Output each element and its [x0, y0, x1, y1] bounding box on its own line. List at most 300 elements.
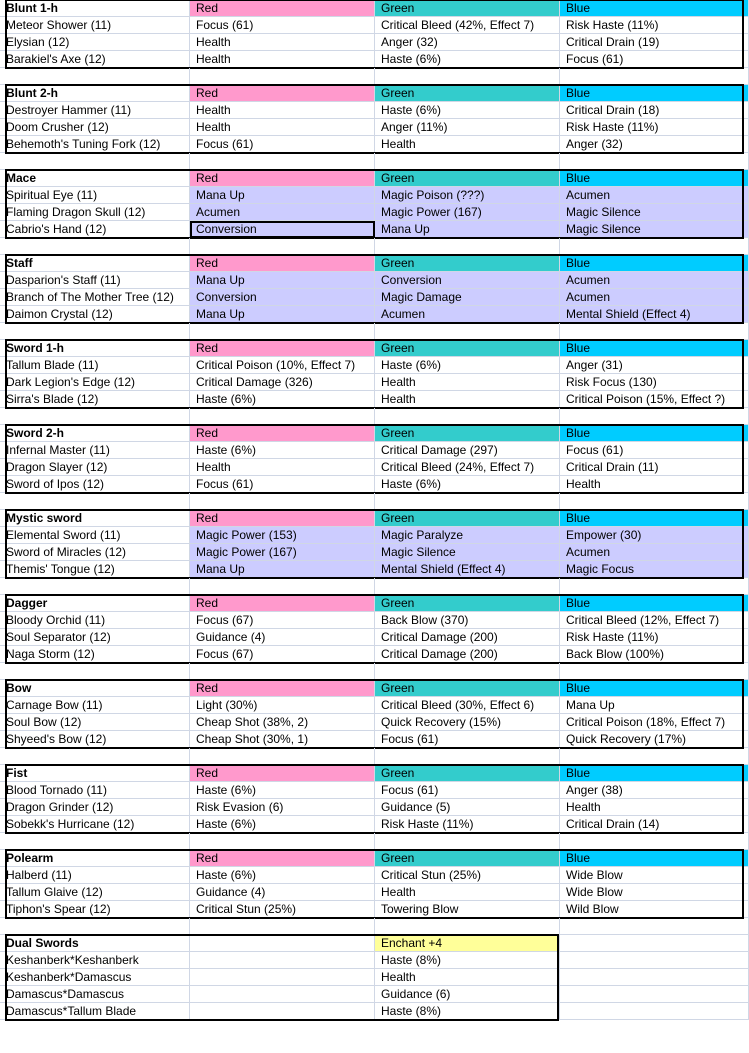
weapon-name-cell[interactable]: Dragon Slayer (12)	[0, 459, 190, 476]
sa-red-cell[interactable]: Focus (67)	[190, 646, 375, 663]
spacer-row	[0, 748, 749, 765]
header-red[interactable]: Red	[190, 765, 375, 782]
table-row	[0, 561, 749, 578]
header-blue[interactable]: Blue	[560, 425, 749, 442]
sa-green-cell[interactable]: Risk Haste (11%)	[375, 816, 560, 833]
sa-blue-cell[interactable]: Acumen	[560, 544, 749, 561]
empty-cell[interactable]	[560, 323, 749, 340]
table-row	[0, 34, 749, 51]
header-green[interactable]: Green	[375, 510, 560, 527]
empty-cell[interactable]	[560, 935, 749, 952]
section-title[interactable]: Polearm	[0, 850, 190, 867]
table-row	[0, 816, 749, 833]
header-blue[interactable]: Blue	[560, 510, 749, 527]
sa-red-cell[interactable]: Health	[190, 34, 375, 51]
header-green[interactable]: Green	[375, 85, 560, 102]
weapon-name-cell[interactable]: Themis' Tongue (12)	[0, 561, 190, 578]
empty-cell[interactable]	[0, 578, 190, 595]
sa-green-cell[interactable]: Magic Damage	[375, 289, 560, 306]
sa-blue-cell[interactable]: Focus (61)	[560, 442, 749, 459]
sa-red-cell[interactable]: Health	[190, 119, 375, 136]
empty-cell[interactable]	[375, 68, 560, 85]
weapon-name-cell[interactable]: Carnage Bow (11)	[0, 697, 190, 714]
table-row	[0, 442, 749, 459]
spacer-row	[0, 833, 749, 850]
header-red[interactable]: Red	[190, 255, 375, 272]
sa-green-cell[interactable]: Magic Paralyze	[375, 527, 560, 544]
empty-cell[interactable]	[0, 323, 190, 340]
weapon-name-cell[interactable]: Spiritual Eye (11)	[0, 187, 190, 204]
sa-red-cell[interactable]: Critical Damage (326)	[190, 374, 375, 391]
empty-cell[interactable]	[190, 493, 375, 510]
sa-red-cell[interactable]: Critical Poison (10%, Effect 7)	[190, 357, 375, 374]
sa-green-cell[interactable]: Critical Damage (297)	[375, 442, 560, 459]
sa-green-cell[interactable]: Magic Power (167)	[375, 204, 560, 221]
sa-blue-cell[interactable]: Anger (32)	[560, 136, 749, 153]
sa-green-cell[interactable]: Towering Blow	[375, 901, 560, 918]
empty-cell[interactable]	[190, 1003, 375, 1020]
header-red[interactable]: Red	[190, 510, 375, 527]
sa-red-cell[interactable]: Focus (61)	[190, 136, 375, 153]
table-row	[0, 969, 749, 986]
sa-blue-cell[interactable]: Critical Drain (14)	[560, 816, 749, 833]
sa-blue-cell[interactable]: Mental Shield (Effect 4)	[560, 306, 749, 323]
sa-blue-cell[interactable]: Health	[560, 799, 749, 816]
section-header-row	[0, 0, 749, 17]
weapon-name-cell[interactable]: Tiphon's Spear (12)	[0, 901, 190, 918]
sa-green-cell[interactable]: Acumen	[375, 306, 560, 323]
empty-cell[interactable]	[190, 935, 375, 952]
empty-cell[interactable]	[0, 748, 190, 765]
header-red[interactable]: Red	[190, 595, 375, 612]
section-header-row	[0, 510, 749, 527]
empty-cell[interactable]	[375, 833, 560, 850]
header-green[interactable]: Green	[375, 595, 560, 612]
sa-green-cell[interactable]: Haste (6%)	[375, 102, 560, 119]
empty-cell[interactable]	[560, 408, 749, 425]
sa-blue-cell[interactable]: Health	[560, 476, 749, 493]
table-row	[0, 51, 749, 68]
sa-blue-cell[interactable]: Wide Blow	[560, 884, 749, 901]
header-green[interactable]: Green	[375, 680, 560, 697]
sa-blue-cell[interactable]: Risk Focus (130)	[560, 374, 749, 391]
header-green[interactable]: Green	[375, 765, 560, 782]
table-row	[0, 136, 749, 153]
sa-green-cell[interactable]: Magic Silence	[375, 544, 560, 561]
empty-cell[interactable]	[560, 238, 749, 255]
header-green[interactable]: Green	[375, 850, 560, 867]
sa-blue-cell[interactable]: Wide Blow	[560, 867, 749, 884]
sa-green-cell[interactable]: Anger (11%)	[375, 119, 560, 136]
section-title[interactable]: Mace	[0, 170, 190, 187]
empty-cell[interactable]	[0, 663, 190, 680]
sa-blue-cell[interactable]: Critical Poison (15%, Effect ?)	[560, 391, 749, 408]
weapon-name-cell[interactable]: Elysian (12)	[0, 34, 190, 51]
weapon-name-cell[interactable]: Elemental Sword (11)	[0, 527, 190, 544]
sa-green-cell[interactable]: Focus (61)	[375, 782, 560, 799]
table-row	[0, 544, 749, 561]
table-row	[0, 17, 749, 34]
sa-green-cell[interactable]: Critical Bleed (42%, Effect 7)	[375, 17, 560, 34]
empty-cell[interactable]	[560, 952, 749, 969]
empty-cell[interactable]	[190, 918, 375, 935]
table-row	[0, 119, 749, 136]
section-title[interactable]: Blunt 2-h	[0, 85, 190, 102]
header-blue[interactable]: Blue	[560, 255, 749, 272]
sa-red-cell[interactable]: Acumen	[190, 204, 375, 221]
section-title[interactable]: Dual Swords	[0, 935, 190, 952]
spacer-row	[0, 493, 749, 510]
empty-cell[interactable]	[190, 969, 375, 986]
empty-cell[interactable]	[560, 663, 749, 680]
empty-cell[interactable]	[560, 1003, 749, 1020]
empty-cell[interactable]	[375, 153, 560, 170]
header-red[interactable]: Red	[190, 850, 375, 867]
header-green[interactable]: Green	[375, 340, 560, 357]
weapon-name-cell[interactable]: Sword of Ipos (12)	[0, 476, 190, 493]
table-row	[0, 867, 749, 884]
sa-red-cell[interactable]: Focus (61)	[190, 17, 375, 34]
weapon-name-cell[interactable]: Tallum Blade (11)	[0, 357, 190, 374]
spacer-row	[0, 408, 749, 425]
empty-cell[interactable]	[0, 493, 190, 510]
spacer-row	[0, 663, 749, 680]
dual-sa-cell[interactable]: Haste (8%)	[375, 1003, 560, 1020]
empty-cell[interactable]	[0, 833, 190, 850]
weapon-name-cell[interactable]: Soul Bow (12)	[0, 714, 190, 731]
header-blue[interactable]: Blue	[560, 340, 749, 357]
table-row	[0, 714, 749, 731]
header-blue[interactable]: Blue	[560, 765, 749, 782]
section-header-row	[0, 595, 749, 612]
table-row	[0, 646, 749, 663]
header-enchant[interactable]: Enchant +4	[375, 935, 560, 952]
spacer-row	[0, 153, 749, 170]
sa-green-cell[interactable]: Haste (6%)	[375, 51, 560, 68]
section-title[interactable]: Sword 2-h	[0, 425, 190, 442]
weapon-name-cell[interactable]: Soul Separator (12)	[0, 629, 190, 646]
sa-red-cell[interactable]: Risk Evasion (6)	[190, 799, 375, 816]
table-row	[0, 306, 749, 323]
section-header-row	[0, 170, 749, 187]
empty-cell[interactable]	[190, 578, 375, 595]
sa-red-cell[interactable]: Guidance (4)	[190, 629, 375, 646]
weapon-name-cell[interactable]: Cabrio's Hand (12)	[0, 221, 190, 238]
header-green[interactable]: Green	[375, 0, 560, 17]
sa-blue-cell[interactable]: Quick Recovery (17%)	[560, 731, 749, 748]
dual-combo-cell[interactable]: Keshanberk*Damascus	[0, 969, 190, 986]
sa-red-cell[interactable]: Light (30%)	[190, 697, 375, 714]
dual-combo-cell[interactable]: Damascus*Damascus	[0, 986, 190, 1003]
section-header-row	[0, 340, 749, 357]
dual-sa-cell[interactable]: Haste (8%)	[375, 952, 560, 969]
section-header-row	[0, 680, 749, 697]
dual-sa-cell[interactable]: Guidance (6)	[375, 986, 560, 1003]
empty-cell[interactable]	[190, 986, 375, 1003]
section-title[interactable]: Sword 1-h	[0, 340, 190, 357]
empty-cell[interactable]	[560, 969, 749, 986]
empty-cell[interactable]	[375, 493, 560, 510]
sa-red-cell[interactable]: Guidance (4)	[190, 884, 375, 901]
table-row	[0, 612, 749, 629]
sa-red-cell[interactable]: Health	[190, 459, 375, 476]
sa-green-cell[interactable]: Critical Damage (200)	[375, 646, 560, 663]
sa-blue-cell[interactable]: Magic Focus	[560, 561, 749, 578]
header-green[interactable]: Green	[375, 170, 560, 187]
empty-cell[interactable]	[190, 238, 375, 255]
sa-green-cell[interactable]: Health	[375, 374, 560, 391]
table-row	[0, 629, 749, 646]
empty-cell[interactable]	[375, 578, 560, 595]
table-row	[0, 901, 749, 918]
weapon-name-cell[interactable]: Behemoth's Tuning Fork (12)	[0, 136, 190, 153]
sa-red-cell[interactable]: Haste (6%)	[190, 867, 375, 884]
sa-green-cell[interactable]: Health	[375, 884, 560, 901]
header-blue[interactable]: Blue	[560, 170, 749, 187]
sa-blue-cell[interactable]: Critical Poison (18%, Effect 7)	[560, 714, 749, 731]
sa-green-cell[interactable]: Quick Recovery (15%)	[375, 714, 560, 731]
sa-green-cell[interactable]: Back Blow (370)	[375, 612, 560, 629]
header-green[interactable]: Green	[375, 425, 560, 442]
sa-green-cell[interactable]: Haste (6%)	[375, 476, 560, 493]
weapon-name-cell[interactable]: Naga Storm (12)	[0, 646, 190, 663]
sa-green-cell[interactable]: Conversion	[375, 272, 560, 289]
dual-sa-cell[interactable]: Health	[375, 969, 560, 986]
table-row	[0, 391, 749, 408]
sa-red-cell[interactable]: Mana Up	[190, 561, 375, 578]
empty-cell[interactable]	[375, 408, 560, 425]
weapon-name-cell[interactable]: Blood Tornado (11)	[0, 782, 190, 799]
weapon-name-cell[interactable]: Daimon Crystal (12)	[0, 306, 190, 323]
empty-cell[interactable]	[375, 323, 560, 340]
empty-cell[interactable]	[0, 238, 190, 255]
sa-red-cell[interactable]: Health	[190, 51, 375, 68]
header-red[interactable]: Red	[190, 680, 375, 697]
weapon-name-cell[interactable]: Sirra's Blade (12)	[0, 391, 190, 408]
weapon-name-cell[interactable]: Doom Crusher (12)	[0, 119, 190, 136]
header-blue[interactable]: Blue	[560, 595, 749, 612]
sa-blue-cell[interactable]: Focus (61)	[560, 51, 749, 68]
empty-cell[interactable]	[560, 68, 749, 85]
spacer-row	[0, 918, 749, 935]
table-row	[0, 1003, 749, 1020]
empty-cell[interactable]	[190, 68, 375, 85]
dual-combo-cell[interactable]: Damascus*Tallum Blade	[0, 1003, 190, 1020]
sa-red-cell[interactable]: Haste (6%)	[190, 391, 375, 408]
sa-blue-cell[interactable]: Magic Silence	[560, 221, 749, 238]
empty-cell[interactable]	[190, 663, 375, 680]
empty-cell[interactable]	[190, 952, 375, 969]
empty-cell[interactable]	[0, 918, 190, 935]
table-row	[0, 697, 749, 714]
sa-red-cell[interactable]: Health	[190, 102, 375, 119]
table-row	[0, 799, 749, 816]
sa-blue-cell[interactable]: Acumen	[560, 272, 749, 289]
table-row	[0, 782, 749, 799]
sa-red-cell[interactable]: Mana Up	[190, 306, 375, 323]
empty-cell[interactable]	[0, 68, 190, 85]
empty-cell[interactable]	[190, 153, 375, 170]
sa-red-cell[interactable]: Conversion	[190, 289, 375, 306]
header-red[interactable]: Red	[190, 425, 375, 442]
weapon-name-cell[interactable]: Sobekk's Hurricane (12)	[0, 816, 190, 833]
dual-combo-cell[interactable]: Keshanberk*Keshanberk	[0, 952, 190, 969]
weapon-name-cell[interactable]: Halberd (11)	[0, 867, 190, 884]
table-row	[0, 374, 749, 391]
sa-green-cell[interactable]: Magic Poison (???)	[375, 187, 560, 204]
sa-red-cell[interactable]: Conversion	[190, 221, 375, 238]
empty-cell[interactable]	[375, 918, 560, 935]
table-row	[0, 187, 749, 204]
header-blue[interactable]: Blue	[560, 680, 749, 697]
section-header-row	[0, 85, 749, 102]
sa-green-cell[interactable]: Health	[375, 136, 560, 153]
weapon-name-cell[interactable]: Barakiel's Axe (12)	[0, 51, 190, 68]
table-row	[0, 952, 749, 969]
sa-red-cell[interactable]: Magic Power (167)	[190, 544, 375, 561]
sa-blue-cell[interactable]: Mana Up	[560, 697, 749, 714]
sa-blue-cell[interactable]: Empower (30)	[560, 527, 749, 544]
table-row	[0, 272, 749, 289]
header-blue[interactable]: Blue	[560, 0, 749, 17]
table-row	[0, 731, 749, 748]
sa-blue-cell[interactable]: Critical Bleed (12%, Effect 7)	[560, 612, 749, 629]
sa-blue-cell[interactable]: Anger (38)	[560, 782, 749, 799]
weapon-name-cell[interactable]: Dark Legion's Edge (12)	[0, 374, 190, 391]
table-row	[0, 986, 749, 1003]
sa-blue-cell[interactable]: Risk Haste (11%)	[560, 17, 749, 34]
sa-blue-cell[interactable]: Risk Haste (11%)	[560, 119, 749, 136]
spacer-row	[0, 68, 749, 85]
empty-cell[interactable]	[190, 833, 375, 850]
sa-green-cell[interactable]: Anger (32)	[375, 34, 560, 51]
table-row	[0, 221, 749, 238]
weapon-name-cell[interactable]: Dasparion's Staff (11)	[0, 272, 190, 289]
empty-cell[interactable]	[0, 408, 190, 425]
sa-green-cell[interactable]: Focus (61)	[375, 731, 560, 748]
empty-cell[interactable]	[190, 408, 375, 425]
sa-green-cell[interactable]: Health	[375, 391, 560, 408]
sa-red-cell[interactable]: Magic Power (153)	[190, 527, 375, 544]
sa-blue-cell[interactable]: Critical Drain (18)	[560, 102, 749, 119]
header-blue[interactable]: Blue	[560, 850, 749, 867]
dual-header-row	[0, 935, 749, 952]
sa-red-cell[interactable]: Haste (6%)	[190, 782, 375, 799]
sa-blue-cell[interactable]: Acumen	[560, 187, 749, 204]
empty-cell[interactable]	[375, 748, 560, 765]
sa-blue-cell[interactable]: Magic Silence	[560, 204, 749, 221]
weapon-name-cell[interactable]: Bloody Orchid (11)	[0, 612, 190, 629]
sa-green-cell[interactable]: Critical Bleed (30%, Effect 6)	[375, 697, 560, 714]
sa-green-cell[interactable]: Haste (6%)	[375, 357, 560, 374]
section-title[interactable]: Blunt 1-h	[0, 0, 190, 17]
weapon-name-cell[interactable]: Tallum Glaive (12)	[0, 884, 190, 901]
sa-red-cell[interactable]: Mana Up	[190, 187, 375, 204]
sa-red-cell[interactable]: Haste (6%)	[190, 442, 375, 459]
sa-red-cell[interactable]: Focus (67)	[190, 612, 375, 629]
sa-blue-cell[interactable]: Wild Blow	[560, 901, 749, 918]
sa-blue-cell[interactable]: Back Blow (100%)	[560, 646, 749, 663]
section-title[interactable]: Fist	[0, 765, 190, 782]
sa-blue-cell[interactable]: Critical Drain (11)	[560, 459, 749, 476]
weapon-name-cell[interactable]: Flaming Dragon Skull (12)	[0, 204, 190, 221]
weapon-name-cell[interactable]: Destroyer Hammer (11)	[0, 102, 190, 119]
sa-red-cell[interactable]: Haste (6%)	[190, 816, 375, 833]
sa-red-cell[interactable]: Mana Up	[190, 272, 375, 289]
table-row	[0, 204, 749, 221]
empty-cell[interactable]	[560, 833, 749, 850]
table-row	[0, 459, 749, 476]
sa-red-cell[interactable]: Cheap Shot (38%, 2)	[190, 714, 375, 731]
empty-cell[interactable]	[560, 153, 749, 170]
header-red[interactable]: Red	[190, 0, 375, 17]
empty-cell[interactable]	[0, 153, 190, 170]
table-row	[0, 102, 749, 119]
spacer-row	[0, 323, 749, 340]
header-red[interactable]: Red	[190, 340, 375, 357]
empty-cell[interactable]	[375, 238, 560, 255]
weapon-name-cell[interactable]: Shyeed's Bow (12)	[0, 731, 190, 748]
sa-green-cell[interactable]: Mana Up	[375, 221, 560, 238]
sa-red-cell[interactable]: Focus (61)	[190, 476, 375, 493]
section-title[interactable]: Mystic sword	[0, 510, 190, 527]
sa-green-cell[interactable]: Guidance (5)	[375, 799, 560, 816]
table-row	[0, 357, 749, 374]
sa-green-cell[interactable]: Critical Stun (25%)	[375, 867, 560, 884]
sa-blue-cell[interactable]: Anger (31)	[560, 357, 749, 374]
spacer-row	[0, 238, 749, 255]
sa-green-cell[interactable]: Critical Bleed (24%, Effect 7)	[375, 459, 560, 476]
sa-blue-cell[interactable]: Risk Haste (11%)	[560, 629, 749, 646]
section-header-row	[0, 765, 749, 782]
header-green[interactable]: Green	[375, 255, 560, 272]
spacer-row	[0, 578, 749, 595]
empty-cell[interactable]	[190, 748, 375, 765]
table-row	[0, 527, 749, 544]
sa-green-cell[interactable]: Critical Damage (200)	[375, 629, 560, 646]
table-row	[0, 289, 749, 306]
sa-red-cell[interactable]: Critical Stun (25%)	[190, 901, 375, 918]
header-red[interactable]: Red	[190, 170, 375, 187]
section-header-row	[0, 255, 749, 272]
table-row	[0, 476, 749, 493]
weapon-name-cell[interactable]: Branch of The Mother Tree (12)	[0, 289, 190, 306]
weapon-name-cell[interactable]: Meteor Shower (11)	[0, 17, 190, 34]
section-title[interactable]: Dagger	[0, 595, 190, 612]
empty-cell[interactable]	[560, 748, 749, 765]
empty-cell[interactable]	[560, 986, 749, 1003]
empty-cell[interactable]	[375, 663, 560, 680]
weapon-name-cell[interactable]: Sword of Miracles (12)	[0, 544, 190, 561]
section-title[interactable]: Bow	[0, 680, 190, 697]
sa-red-cell[interactable]: Cheap Shot (30%, 1)	[190, 731, 375, 748]
weapon-name-cell[interactable]: Dragon Grinder (12)	[0, 799, 190, 816]
header-red[interactable]: Red	[190, 85, 375, 102]
sa-blue-cell[interactable]: Critical Drain (19)	[560, 34, 749, 51]
empty-cell[interactable]	[560, 493, 749, 510]
empty-cell[interactable]	[560, 578, 749, 595]
section-header-row	[0, 850, 749, 867]
table-row	[0, 884, 749, 901]
sa-green-cell[interactable]: Mental Shield (Effect 4)	[375, 561, 560, 578]
section-header-row	[0, 425, 749, 442]
section-title[interactable]: Staff	[0, 255, 190, 272]
weapon-name-cell[interactable]: Infernal Master (11)	[0, 442, 190, 459]
sa-blue-cell[interactable]: Acumen	[560, 289, 749, 306]
header-blue[interactable]: Blue	[560, 85, 749, 102]
empty-cell[interactable]	[190, 323, 375, 340]
empty-cell[interactable]	[560, 918, 749, 935]
